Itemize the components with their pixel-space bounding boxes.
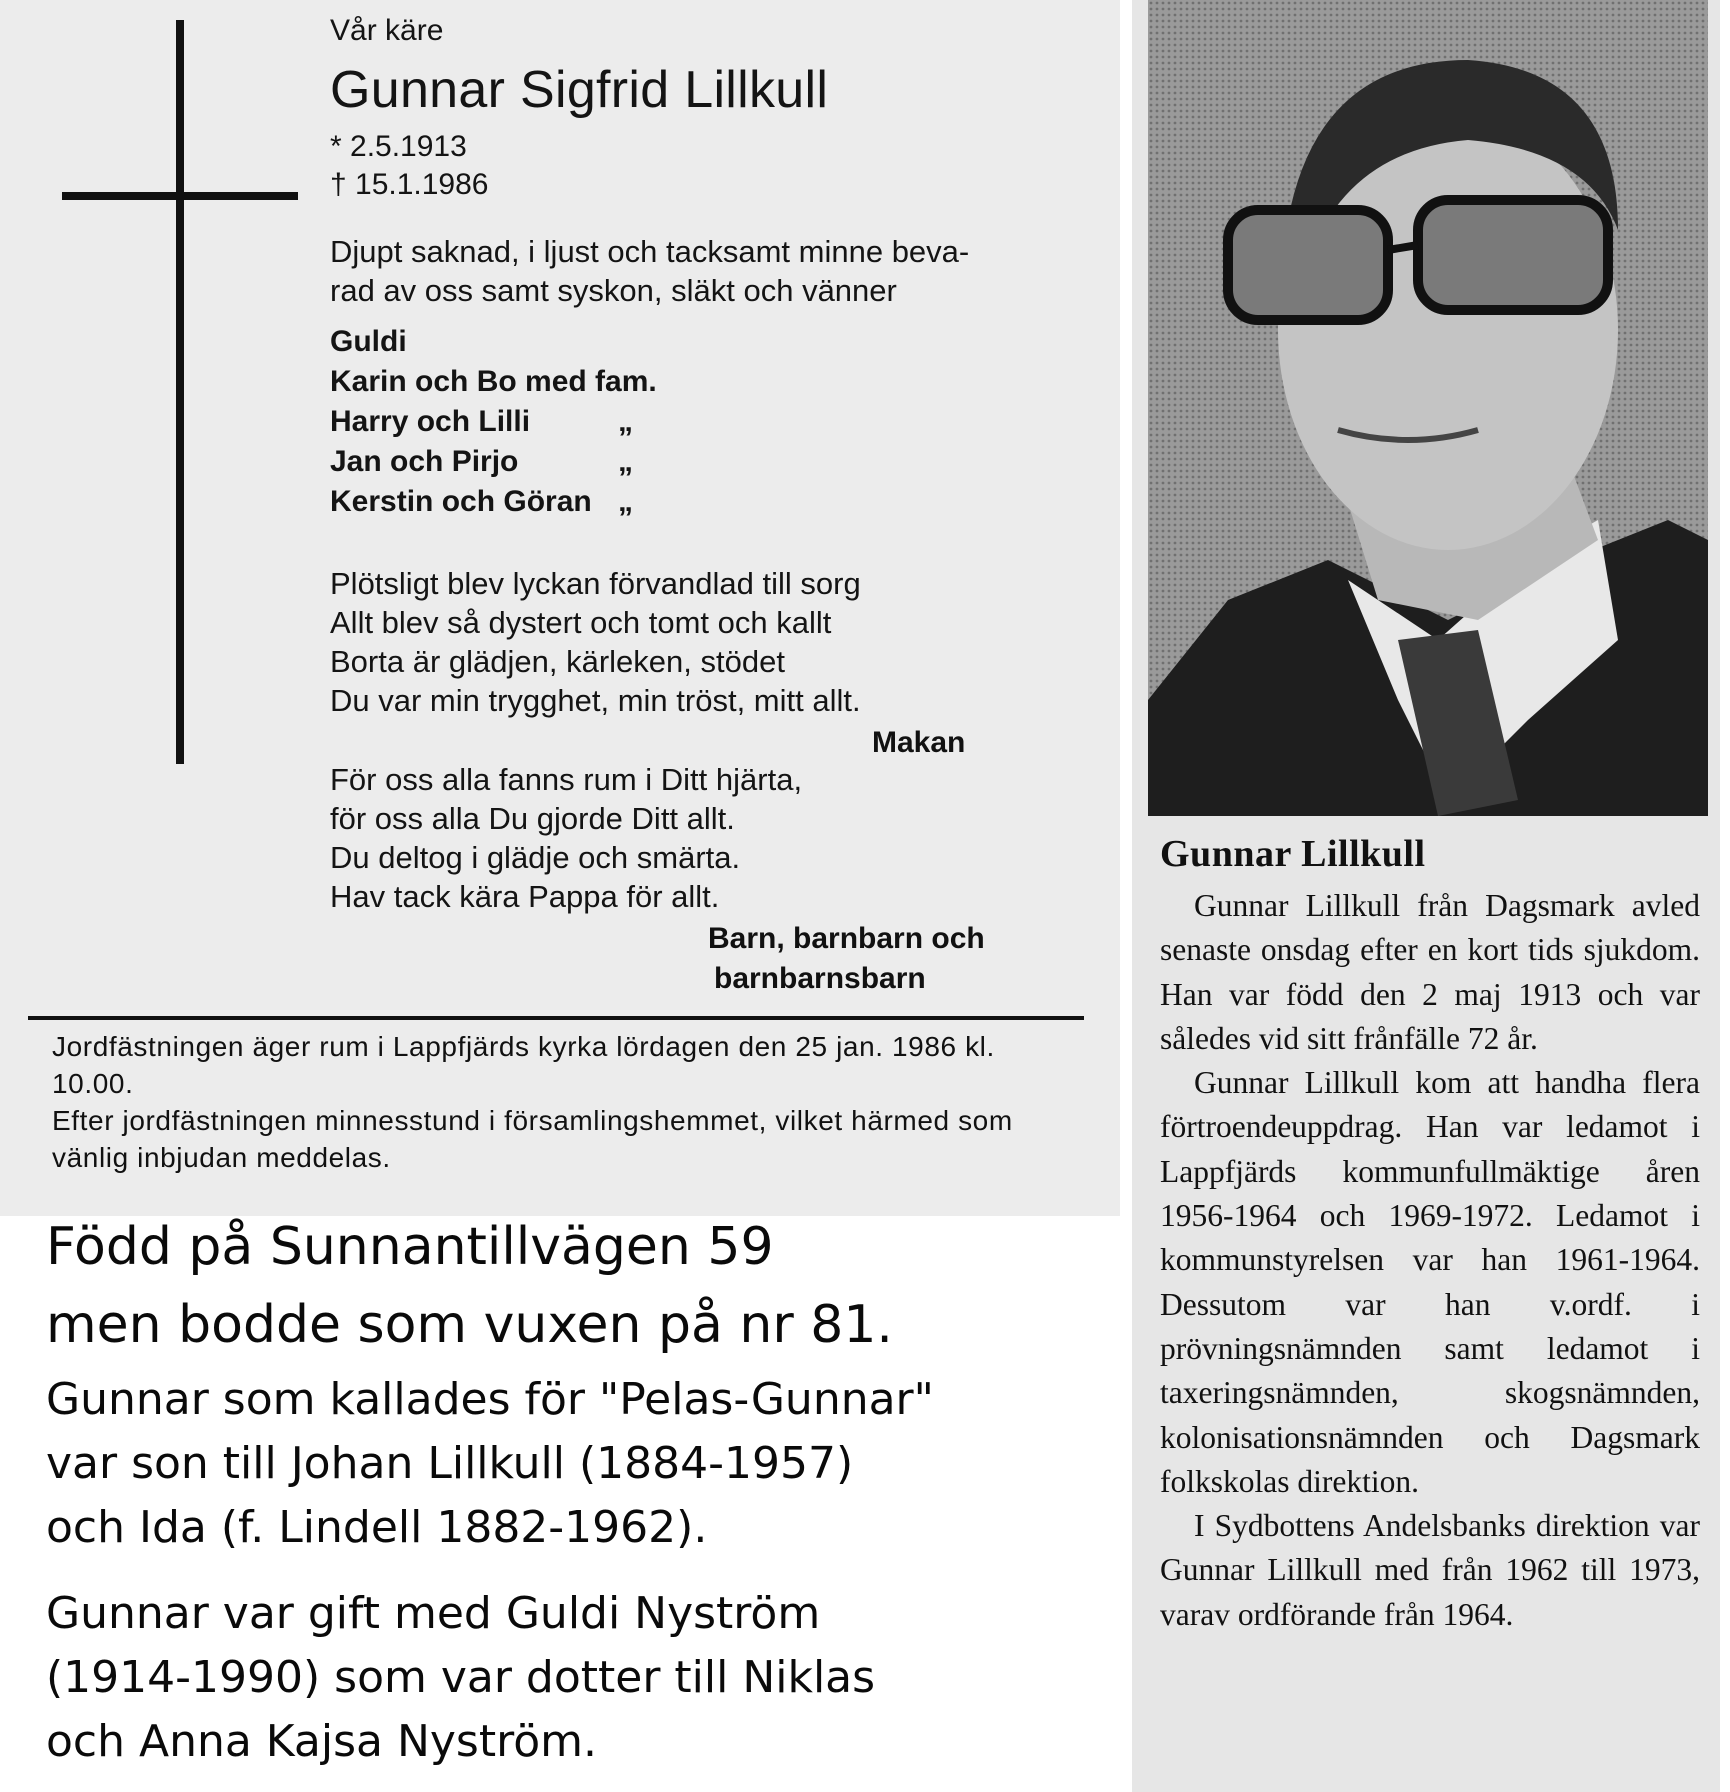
note-line: Gunnar som kallades för "Pelas-Gunnar" <box>46 1374 934 1425</box>
cross-icon <box>176 20 184 764</box>
verse-line: Hav tack kära Pappa för allt. <box>330 879 720 914</box>
family-list <box>330 322 657 522</box>
verse-line: Du var min trygghet, min tröst, mitt allt. <box>330 683 861 718</box>
verse-children <box>330 760 802 916</box>
family-member: Jan och Pirjo „ <box>330 445 633 478</box>
parents-note <box>46 1368 934 1560</box>
verse-signature-children: Barn, barnbarn och <box>708 922 985 955</box>
death-notice <box>0 0 1120 1216</box>
verse-line: för oss alla Du gjorde Ditt allt. <box>330 801 735 836</box>
article-paragraph: Gunnar Lillkull kom att handha flera förtroendeuppdrag. Han var ledamot i Lappfjärds kommunfullmäktige åren 1956-1964 och 1969-1972. Ledamot i kommunstyrelsen var han 1961-1964. Dessutom var han v.ordf. i prövningsnämnden samt ledamot i taxeringsnämnden, skogsnämnden, kolonisationsnämnden och Dagsmark folkskolas direktion. <box>1160 1065 1700 1499</box>
verse-line: Borta är glädjen, kärleken, stödet <box>330 644 785 679</box>
notice-intro: Vår käre <box>330 14 444 47</box>
deceased-name: Gunnar Sigfrid Lillkull <box>330 61 829 119</box>
verse-line: Plötsligt blev lyckan förvandlad till sorg <box>330 566 861 601</box>
verse-spouse <box>330 564 861 720</box>
verse-line: För oss alla fanns rum i Ditt hjärta, <box>330 762 803 797</box>
verse-line: Du deltog i glädje och smärta. <box>330 840 741 875</box>
mourning-line: Djupt saknad, i ljust och tacksamt minne beva- <box>330 234 970 269</box>
note-line: Född på Sunnantillvägen 59 <box>46 1217 774 1277</box>
death-date: † 15.1.1986 <box>330 168 489 201</box>
note-line: och Anna Kajsa Nyström. <box>46 1716 597 1767</box>
spouse-note <box>46 1582 875 1774</box>
mourning-line: rad av oss samt syskon, släkt och vänner <box>330 273 897 308</box>
family-member: Guldi <box>330 325 407 358</box>
mourning-text <box>330 232 969 310</box>
article-paragraph: Gunnar Lillkull från Dagsmark avled senaste onsdag efter en kort tids sjukdom. Han var född den 2 maj 1913 och var således vid sitt frånfälle 72 år. <box>1160 888 1700 1056</box>
note-line: Gunnar var gift med Guldi Nyström <box>46 1588 821 1639</box>
article-body <box>1160 884 1700 1637</box>
family-member: Karin och Bo med fam. <box>330 365 657 398</box>
verse-signature-children-2: barnbarnsbarn <box>714 962 926 995</box>
cross-icon-bar <box>62 192 298 200</box>
birthplace-note <box>46 1208 893 1364</box>
family-member: Harry och Lilli „ <box>330 405 633 438</box>
note-line: (1914-1990) som var dotter till Niklas <box>46 1652 876 1703</box>
portrait-photo <box>1148 0 1708 816</box>
divider <box>28 1016 1084 1020</box>
burial-paragraph: Jordfästningen äger rum i Lappfjärds kyrka lördagen den 25 jan. 1986 kl. 10.00. <box>52 1031 995 1099</box>
note-line: och Ida (f. Lindell 1882-1962). <box>46 1502 708 1553</box>
family-member: Kerstin och Göran „ <box>330 485 633 518</box>
verse-line: Allt blev så dystert och tomt och kallt <box>330 605 832 640</box>
burial-paragraph: Efter jordfästningen minnesstund i församlingshemmet, vilket härmed som vänlig inbjudan meddelas. <box>52 1105 1013 1173</box>
birth-date: * 2.5.1913 <box>330 130 467 163</box>
article-paragraph: I Sydbottens Andelsbanks direktion var Gunnar Lillkull med från 1962 till 1973, varav ordförande från 1964. <box>1160 1508 1700 1632</box>
burial-info <box>52 1028 1052 1176</box>
note-line: men bodde som vuxen på nr 81. <box>46 1295 893 1355</box>
article-headline: Gunnar Lillkull <box>1160 833 1426 875</box>
verse-signature-spouse: Makan <box>872 726 966 759</box>
note-line: var son till Johan Lillkull (1884-1957) <box>46 1438 854 1489</box>
